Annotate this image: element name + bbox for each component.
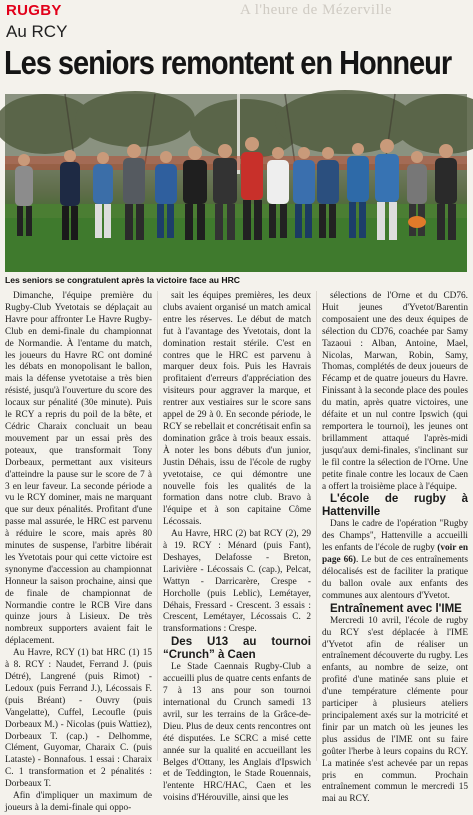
- ghost-header-text: A l'heure de Mézerville: [240, 2, 393, 18]
- photo-caption: Les seniors se congratulent après la victoire face au HRC: [5, 275, 240, 285]
- paragraph: Le Stade Caennais Rugby-Club a accueilli plus de quatre cents enfants de 7 à 13 ans pour son tournoi international du Crunch samedi 13 avril, sur les terrains de la Grâce-de-Dieu. Plus de deux cents rencontres ont été disputées. Le SCRC a misé cette année sur la qualité en accueillant les Belges d'Ottany, les Anglais d'Ipswich et de Teddington, le Stade Rouennais, l'entente HRC/HAC, Caen et les voisins d'Hérouville, ainsi que les: [163, 662, 311, 804]
- paragraph: Dimanche, l'équipe première du Rugby-Club Yvetotais se déplaçait au Havre pour affronter Le Havre Rugby-Club en demi-finale du championnat de Normandie. À l'entame du match, les joueurs du Havre RC ont dominé les débats en monopolisant le ballon, mais la défense yvetotaise a très bien résisté, jusqu'à l'ouverture du score des locaux sur pénalité (30e minute). Puis le RCY a repris du poil de la bête, et Cédric Charaix concluait un beau mouvement par un essai près des poteaux, que transformait Tony Dorbeaux, permettant aux visiteurs d'atteindre la pause sur le score de 7 à 3 en leur faveur. La seconde période a vu le RCY dominer, mais ne marquant que sur deux pénalités. Profitant d'une passe mal assurée, le HRC est parvenu à réduire le score, mais après 80 minutes de suspense, l'arbitre libérait les Yvetotais pour qui cette victoire est synonyme d'accession au championnat Honneur la saison prochaine, ainsi que de finale de championnat de Normandie contre le RCB Vire dans quinze jours à Lisieux. De très nombreux supporters avaient fait le déplacement.: [5, 291, 152, 647]
- column-divider: [157, 291, 158, 761]
- paragraph: Au Havre, HRC (2) bat RCY (2), 29 à 19. RCY : Ménard (puis Fant), Deshayes, Delafosse - Breton, Larivière - Lécossais C. (cap.), Pelcat, Wattyn - Darricarère, Crespe - Horcholle (puis Leblic), Lemétayer, Déhais, Fressard - Crescent. 3 essais : Crescent, Lemétayer, Lécossais C. 2 transformations : Crespe.: [163, 529, 311, 635]
- paragraph: [322, 519, 468, 602]
- paragraph: sait les équipes premières, les deux clubs avaient organisé un match amical entre les réserves. Le début de match fut à l'avantage des Yvetotais, dont la domination restait stérile. C'est en contres que le HRC est parvenu à marquer deux fois. Puis les Havrais profitaient d'erreurs d'appréciation des visiteurs pour aggraver la marque, et rentrer aux vestiaires sur le score sans appel de 29 à 0. En seconde période, le RCY se rebellait et concrétisait enfin sa domination grâce à trois beaux essais. À noter les bons débuts d'un junior, Justin Déhais, issu de l'école de rugby yvetotaise, ce qui démontre une nouvelle fois les qualités de la formation dans notre club. Bravo à l'équipe et à son capitaine Côme Lécossais.: [163, 291, 311, 528]
- text-run: . Le but de ces entraînements délocalisés est de faciliter la pratique du ballon ovale aux enfants des communes aux alentours d'Yvetot.: [322, 555, 469, 601]
- article-column-3: [322, 291, 469, 805]
- subheading: L'école de rugby à Hattenville: [322, 493, 468, 519]
- article-kicker: Au RCY: [6, 22, 68, 41]
- rugby-team-celebration-image: [5, 94, 467, 272]
- page-reference: (voir en page 66): [322, 543, 468, 566]
- text-run: Dans le cadre de l'opération "Rugby des Champs", Hattenville a accueilli les enfants de l'école de rugby: [322, 519, 468, 554]
- subheading: Entraînement avec l'IME: [330, 602, 462, 615]
- rubric-label: RUGBY: [6, 2, 62, 19]
- team-photo: [5, 94, 467, 272]
- paragraph: Au Havre, RCY (1) bat HRC (1) 15 à 8. RCY : Naudet, Ferrand J. (puis Détré), Langrené (puis Rimot) - Ledoux (puis Ferrand J.), Lécossais F. (puis Bréant) - Ouvry (puis Vangelatte), Cuffel, Lecoufle (puis Dorbeaux M.) - Nicolas (puis Wattiez), Dorbeaux T. (cap.) - Delhomme, Clément, Guyomar, Charaix C. (puis Lataste) - Bonnafous. 1 essai : Charaix C. 1 transformation et 2 pénalités : Dorbeaux T.: [5, 648, 152, 790]
- paragraph: sélections de l'Orne et du CD76. Huit jeunes d'Yvetot/Barentin composaient une des deux équipes de sélection du CD76, coachée par Samy Tazaoui : Alban, Antoine, Mael, Nicolas, Marwan, Robin, Samy, Thomas, complétés de deux joueurs de Fécamp et de quatre joueurs du Havre. Finissant à la seconde place des poules du matin, après quatre victoires, une défaite et un nul contre Ipswich (qui remportera le tournoi), les jeunes ont brillamment attaqué l'après-midi jusqu'aux demi-finales, s'inclinant sur le fil contre la sélection de l'Orne. Une petite finale contre les locaux de Caen a offert la troisième place à l'équipe.: [322, 291, 468, 492]
- paragraph: Mercredi 10 avril, l'école de rugby du RCY s'est déplacée à l'IME d'Yvetot afin de réaliser un entraînement découverte du rugby. Les enfants, au nombre de seize, ont profité d'une matinée sans pluie et d'une température clémente pour participer à plusieurs ateliers principalement axés sur la motricité et finir par un match où les jeunes les plus assidus de l'IME ont su faire goûter l'herbe à leurs copains du RCY. La matinée s'est achevée par un repas pris en commun. Prochain entraînement commun le mercredi 15 mai au RCY.: [322, 615, 468, 805]
- article-headline: Les seniors remontent en Honneur: [4, 44, 452, 81]
- subheading: Des U13 au tournoi “Crunch” à Caen: [163, 636, 311, 662]
- paragraph: Afin d'impliquer un maximum de joueurs à la demi-finale qui oppo-: [5, 791, 152, 813]
- article-column-2: [163, 291, 311, 804]
- article-column-1: [5, 291, 152, 813]
- column-divider: [316, 291, 317, 761]
